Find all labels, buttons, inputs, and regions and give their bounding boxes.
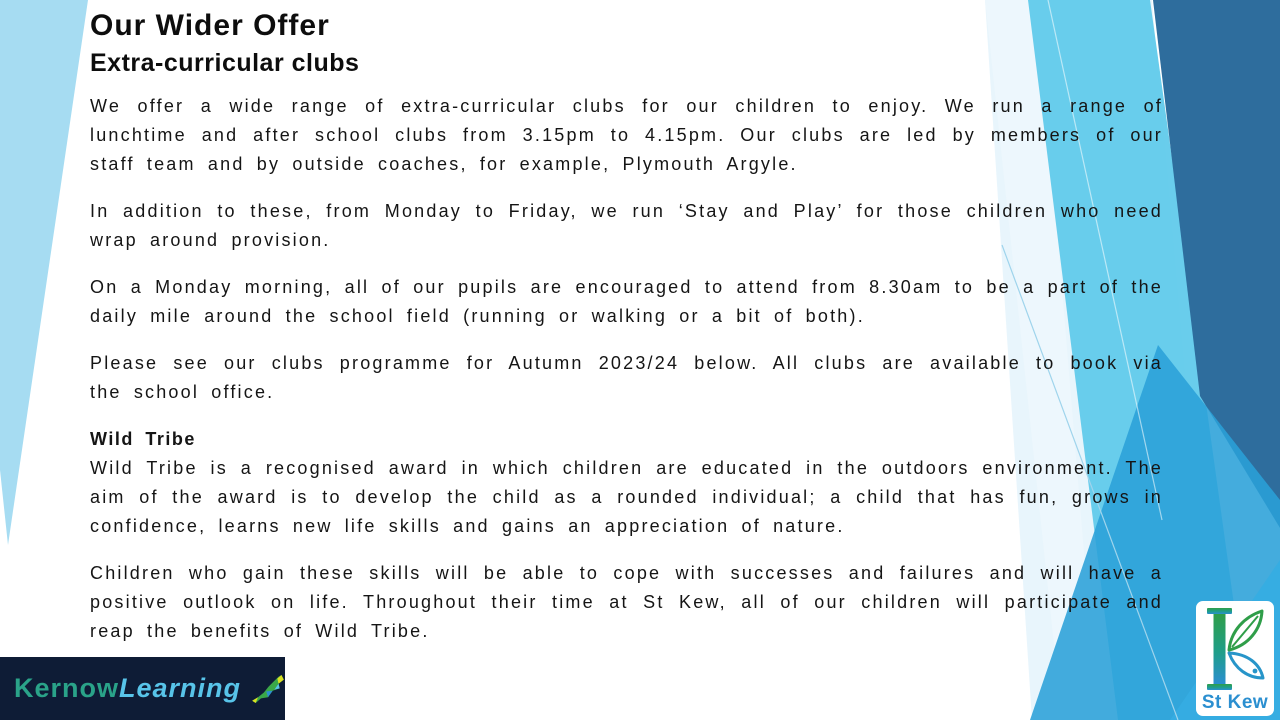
kernow-wordmark: Kernow [14,673,120,703]
facet-left-wedge [0,0,88,545]
paragraph-stay-and-play: In addition to these, from Monday to Friday, we run ‘Stay and Play’ for those children who need wrap around provision. [90,201,1163,250]
page-title: Our Wider Offer [90,9,330,42]
st-kew-badge [1196,601,1274,716]
paragraph-daily-mile: On a Monday morning, all of our pupils are encouraged to attend from 8.30am to be a part of the daily mile around the school field (running or walking or a bit of both). [90,277,1163,326]
paragraph-wild-tribe-1: Wild Tribe is a recognised award in which children are educated in the outdoors environment. The aim of the award is to develop the child as a rounded individual; a child that has fun, grows in confidence, learns new life skills and gains an appreciation of nature. [90,458,1163,536]
slide-body [90,6,1163,664]
cornwall-map-icon [251,663,285,715]
kernow-learning-logo [0,657,285,720]
paragraph-wild-tribe-2: Children who gain these skills will be able to cope with successes and failures and will have a positive outlook on life. Throughout their time at St Kew, all of our children will participate and reap the benefits of Wild Tribe. [90,563,1163,641]
paragraph-clubs-intro: We offer a wide range of extra-curricular clubs for our children to enjoy. We run a range of lunchtime and after school clubs from 3.15pm to 4.15pm. Our clubs are led by members of our staff team and by outside coaches, for example, Plymouth Argyle. [90,96,1163,174]
st-kew-k-logo-icon [1204,607,1266,691]
wild-tribe-heading: Wild Tribe [90,429,196,449]
learning-wordmark: Learning [119,673,242,703]
paragraph-clubs-programme: Please see our clubs programme for Autumn 2023/24 below. All clubs are available to book via the school office. [90,353,1163,402]
slide-subtitle: Extra-curricular clubs [90,49,360,77]
st-kew-label: St Kew [1201,692,1269,713]
